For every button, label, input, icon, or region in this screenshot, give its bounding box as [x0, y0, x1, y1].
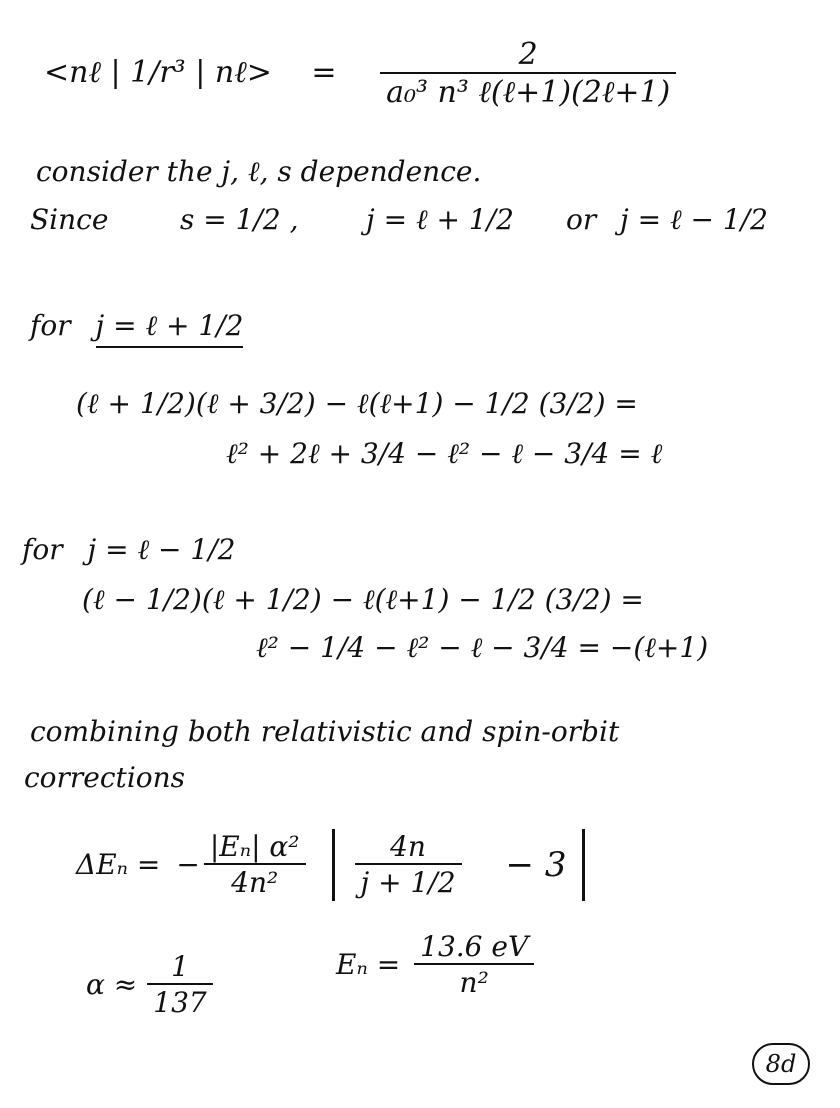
- case1-header: [30, 309, 244, 342]
- case1-for: for: [30, 309, 71, 342]
- corrections-text: corrections: [24, 761, 186, 794]
- en-denominator: n²: [459, 966, 489, 999]
- since-word: Since: [30, 203, 109, 236]
- case1-condition: j = ℓ + 1/2: [96, 309, 244, 348]
- bracket-denominator: j + 1/2: [360, 866, 456, 899]
- page-number-badge: 8d: [752, 1043, 810, 1085]
- expectation-fraction: [380, 37, 676, 110]
- en-lhs: Eₙ =: [336, 948, 401, 981]
- prefactor-denominator: 4n²: [231, 866, 279, 899]
- j-plus-case: j = ℓ + 1/2: [366, 203, 514, 236]
- expectation-denominator: a₀³ n³ ℓ(ℓ+1)(2ℓ+1): [386, 75, 671, 110]
- case2-result: ℓ² − 1/4 − ℓ² − ℓ − 3/4 = −(ℓ+1): [256, 631, 709, 664]
- combining-text: combining both relativistic and spin-orbit: [30, 715, 620, 748]
- alpha-numerator: 1: [171, 950, 189, 983]
- prefactor-numerator: |Eₙ| α²: [209, 830, 300, 863]
- case2-condition: j = ℓ − 1/2: [87, 533, 236, 566]
- alpha-definition: [86, 950, 217, 1020]
- en-numerator: 13.6 eV: [420, 930, 529, 963]
- bracket-fraction: [355, 830, 462, 899]
- case2-expression: (ℓ − 1/2)(ℓ + 1/2) − ℓ(ℓ+1) − 1/2 (3/2) =: [82, 583, 644, 616]
- prefactor-fraction: [204, 830, 306, 899]
- or-word: or: [566, 203, 597, 236]
- spin-value: s = 1/2 ,: [180, 203, 299, 236]
- delta-e-lhs: ΔEₙ =: [76, 848, 161, 881]
- expectation-equation: [44, 37, 680, 110]
- since-line: [30, 203, 810, 236]
- case1-result: ℓ² + 2ℓ + 3/4 − ℓ² − ℓ − 3/4 = ℓ: [226, 437, 663, 470]
- bracket-numerator: 4n: [390, 830, 426, 863]
- case1-expression: (ℓ + 1/2)(ℓ + 3/2) − ℓ(ℓ+1) − 1/2 (3/2) =: [76, 387, 638, 420]
- equals-sign: =: [311, 55, 337, 90]
- energy-definition: [336, 930, 538, 1000]
- expectation-lhs: <nℓ | 1/r³ | nℓ>: [44, 55, 272, 90]
- expectation-numerator: 2: [518, 37, 538, 72]
- case2-for: for: [22, 533, 63, 566]
- alpha-fraction: [147, 950, 212, 1019]
- dependence-text: consider the j, ℓ, s dependence.: [36, 155, 482, 188]
- en-fraction: [414, 930, 534, 999]
- alpha-denominator: 137: [153, 986, 207, 1019]
- j-minus-case: j = ℓ − 1/2: [620, 203, 768, 236]
- bracket-group: [332, 829, 586, 901]
- case2-header: [22, 533, 236, 566]
- minus-sign: −: [176, 848, 200, 881]
- energy-correction-equation: [76, 820, 585, 910]
- bracket-tail: − 3: [505, 845, 567, 885]
- alpha-lhs: α ≈: [86, 968, 138, 1001]
